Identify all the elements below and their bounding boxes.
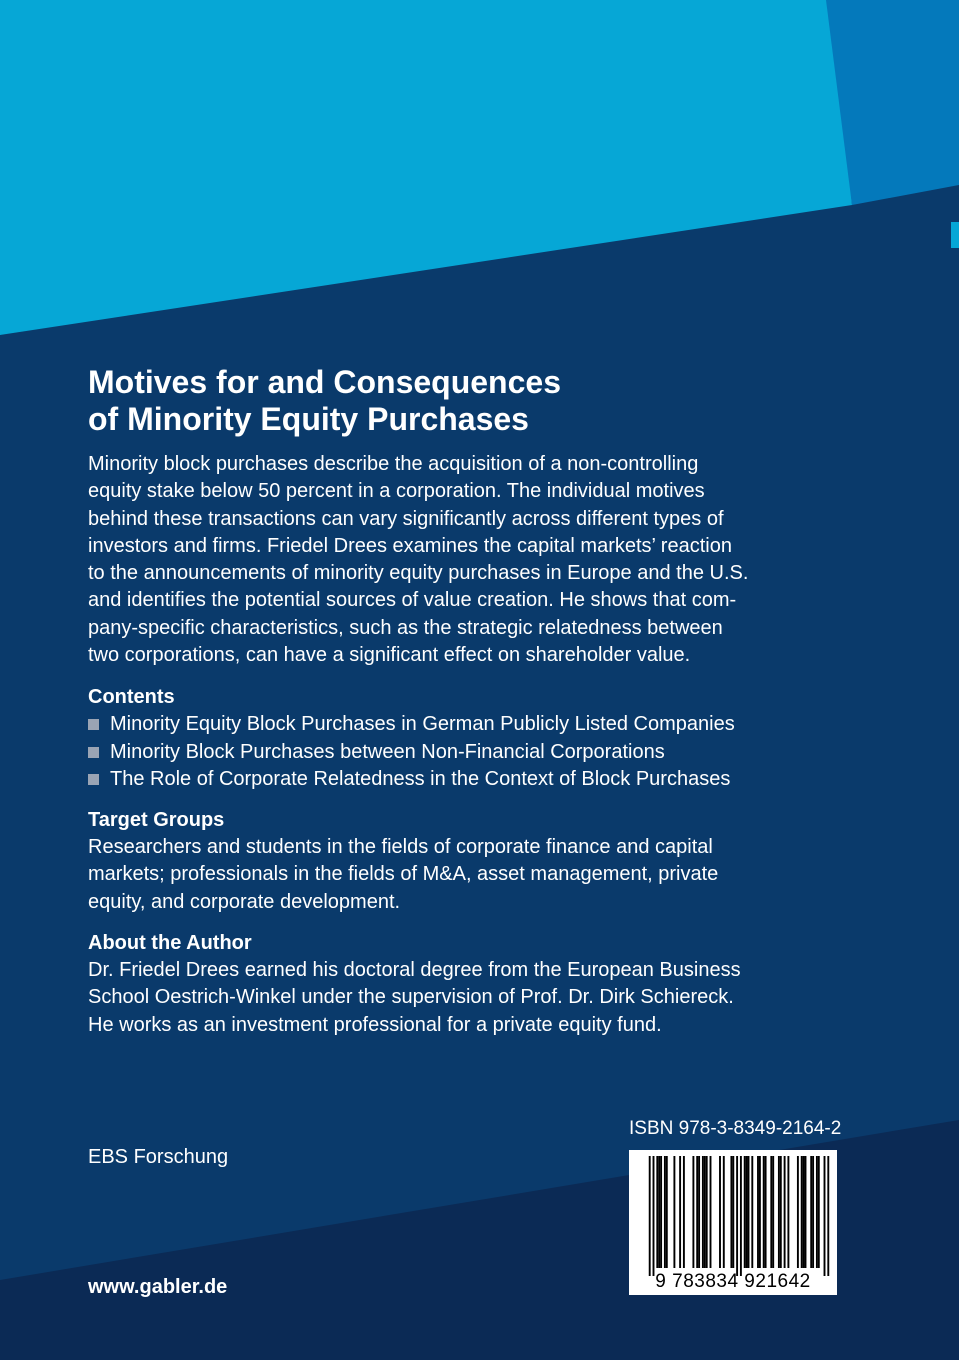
barcode-bar xyxy=(679,1156,681,1268)
edge-accent xyxy=(951,222,959,248)
list-item xyxy=(88,711,868,739)
barcode-bar xyxy=(744,1156,746,1268)
square-bullet-icon xyxy=(88,774,99,785)
barcode-bar xyxy=(759,1156,761,1268)
barcode-bar xyxy=(751,1156,753,1268)
target-groups-line: equity, and corporate development. xyxy=(88,890,401,913)
barcode-bar xyxy=(702,1156,704,1268)
target-groups-line: Researchers and students in the fields of corporate finance and capital xyxy=(88,836,713,858)
author-line: He works as an investment professional for a private equity fund. xyxy=(88,1013,662,1036)
book-description xyxy=(88,451,848,669)
barcode-bar xyxy=(730,1156,732,1268)
barcode-bar xyxy=(723,1156,725,1268)
barcode-bar xyxy=(719,1156,721,1268)
barcode-bar xyxy=(666,1156,668,1268)
barcode-bar xyxy=(765,1156,767,1268)
barcode-bar xyxy=(683,1156,685,1268)
isbn-label: ISBN 978-3-8349-2164-2 xyxy=(629,1118,842,1139)
barcode-bar xyxy=(805,1156,807,1268)
author-line: School Oestrich-Winkel under the supervision of Prof. Dr. Dirk Schiereck. xyxy=(88,986,734,1009)
title-line-1: Motives for and Consequences xyxy=(88,364,561,400)
barcode-bar xyxy=(656,1156,658,1268)
contents-item-label: The Role of Corporate Relatedness in the Context of Block Purchases xyxy=(110,768,731,790)
barcode-bar xyxy=(824,1156,826,1276)
barcode-bar xyxy=(770,1156,772,1268)
barcode-bar xyxy=(778,1156,780,1268)
book-title xyxy=(88,364,848,438)
barcode-bar xyxy=(757,1156,759,1268)
barcode-bar xyxy=(748,1156,750,1268)
barcode-bar xyxy=(746,1156,748,1268)
list-item xyxy=(88,766,868,794)
description-line: investors and firms. Friedel Drees examines the capital markets’ reaction xyxy=(88,534,732,557)
description-line: equity stake below 50 percent in a corporation. The individual motives xyxy=(88,480,705,503)
barcode-bar xyxy=(653,1156,655,1276)
barcode-bar xyxy=(803,1156,805,1268)
description-line: Minority block purchases describe the acquisition of a non-controlling xyxy=(88,453,699,475)
contents-item-label: Minority Equity Block Purchases in German Publicly Listed Companies xyxy=(110,713,735,735)
description-line: and identifies the potential sources of value creation. He shows that com- xyxy=(88,589,737,612)
barcode-bar xyxy=(780,1156,782,1268)
about-author-text xyxy=(88,957,848,1039)
barcode-bar xyxy=(818,1156,820,1268)
about-author-heading: About the Author xyxy=(88,932,252,954)
target-groups-line: markets; professionals in the fields of M&A, asset management, private xyxy=(88,863,719,886)
barcode-bar xyxy=(740,1156,742,1276)
description-line: behind these transactions can vary significantly across different types of xyxy=(88,507,724,530)
barcode-digits: 9 783834 921642 xyxy=(655,1271,811,1292)
barcode-bar xyxy=(698,1156,700,1268)
square-bullet-icon xyxy=(88,747,99,758)
contents-item-label: Minority Block Purchases between Non-Financial Corporations xyxy=(110,740,665,763)
barcode-bar xyxy=(772,1156,774,1268)
barcode-bar xyxy=(673,1156,675,1268)
barcode-bar xyxy=(649,1156,651,1276)
description-line: to the announcements of minority equity purchases in Europe and the U.S. xyxy=(88,562,749,585)
barcode-bar xyxy=(784,1156,786,1268)
barcode-bar xyxy=(710,1156,712,1268)
square-bullet-icon xyxy=(88,719,99,730)
barcode-bar xyxy=(797,1156,799,1268)
barcode-bar xyxy=(696,1156,698,1268)
barcode-bar xyxy=(827,1156,829,1276)
barcode-bar xyxy=(787,1156,789,1268)
target-groups-heading: Target Groups xyxy=(88,809,225,831)
author-line: Dr. Friedel Drees earned his doctoral degree from the European Business xyxy=(88,959,741,981)
description-line: two corporations, can have a significant effect on shareholder value. xyxy=(88,644,691,667)
barcode-bar xyxy=(763,1156,765,1268)
contents-heading: Contents xyxy=(88,686,175,708)
contents-list xyxy=(88,711,868,794)
barcode-bar xyxy=(664,1156,666,1268)
isbn-barcode xyxy=(629,1150,837,1295)
barcode-bar xyxy=(658,1156,660,1268)
barcode-bar xyxy=(704,1156,706,1268)
barcode-bar xyxy=(816,1156,818,1268)
barcode-bar xyxy=(660,1156,662,1268)
barcode-bar xyxy=(801,1156,803,1268)
barcode-bar xyxy=(706,1156,708,1268)
barcode-bar xyxy=(812,1156,814,1268)
list-item xyxy=(88,739,868,767)
barcode-bar xyxy=(732,1156,734,1268)
description-line: pany-specific characteristics, such as the strategic relatedness between xyxy=(88,616,723,639)
target-groups-text xyxy=(88,834,848,916)
title-line-2: of Minority Equity Purchases xyxy=(88,401,529,437)
publisher-website-link[interactable]: www.gabler.de xyxy=(88,1276,228,1298)
series-name: EBS Forschung xyxy=(88,1146,229,1168)
barcode-bar xyxy=(692,1156,694,1268)
barcode-bar xyxy=(736,1156,738,1276)
barcode-bar xyxy=(810,1156,812,1268)
